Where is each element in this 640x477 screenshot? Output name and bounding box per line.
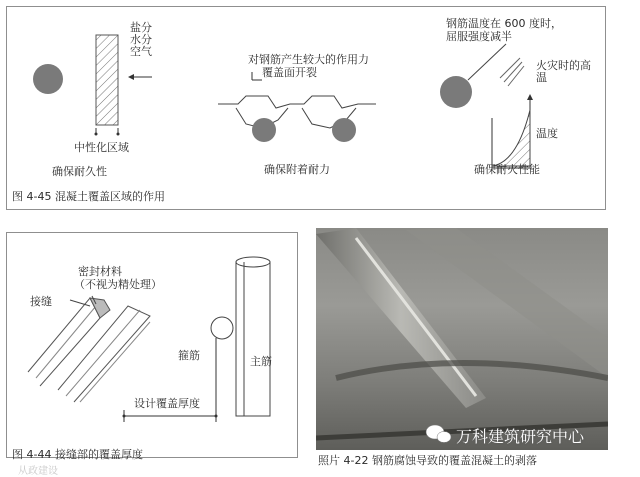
air-label: 空气 <box>130 45 152 58</box>
main-bar-label: 主筋 <box>250 355 272 368</box>
yield-halved-label: 屈服强度减半 <box>446 30 512 43</box>
figure-4-44-caption: 图 4-44 接缝部的覆盖厚度 <box>12 448 143 461</box>
rebar-temp-label: 钢筋温度在 600 度时， <box>446 17 562 30</box>
fire-high-temp-label-2: 温 <box>536 71 547 84</box>
joint-label: 接缝 <box>30 295 52 308</box>
salt-label: 盐分 <box>130 21 152 34</box>
durability-caption: 确保耐久性 <box>52 165 107 178</box>
temperature-label: 温度 <box>536 127 558 140</box>
photo-4-22-caption: 照片 4-22 钢筋腐蚀导致的覆盖混凝土的剥落 <box>318 454 537 467</box>
cover-thickness-label: 设计覆盖厚度 <box>134 397 200 410</box>
fire-high-temp-label: 火灾时的高 <box>536 59 591 72</box>
large-force-label: 对钢筋产生较大的作用力 <box>248 53 369 66</box>
corner-watermark: 从政建设 <box>18 466 58 477</box>
figure-4-45-caption: 图 4-45 混凝土覆盖区域的作用 <box>12 190 165 203</box>
neutralization-zone-label: 中性化区域 <box>74 141 129 154</box>
watermark-text: 万科建筑研究中心 <box>456 427 585 446</box>
cover-crack-label: 覆盖面开裂 <box>262 66 317 79</box>
water-label: 水分 <box>130 33 152 46</box>
fire-resistance-caption: 确保耐火性能 <box>474 163 540 176</box>
seal-material-note: （不视为精处理） <box>74 278 162 291</box>
stirrup-label: 箍筋 <box>178 349 200 362</box>
wechat-icon <box>426 425 451 443</box>
seal-material-label: 密封材料 <box>78 265 122 278</box>
bond-caption: 确保附着耐力 <box>264 163 330 176</box>
